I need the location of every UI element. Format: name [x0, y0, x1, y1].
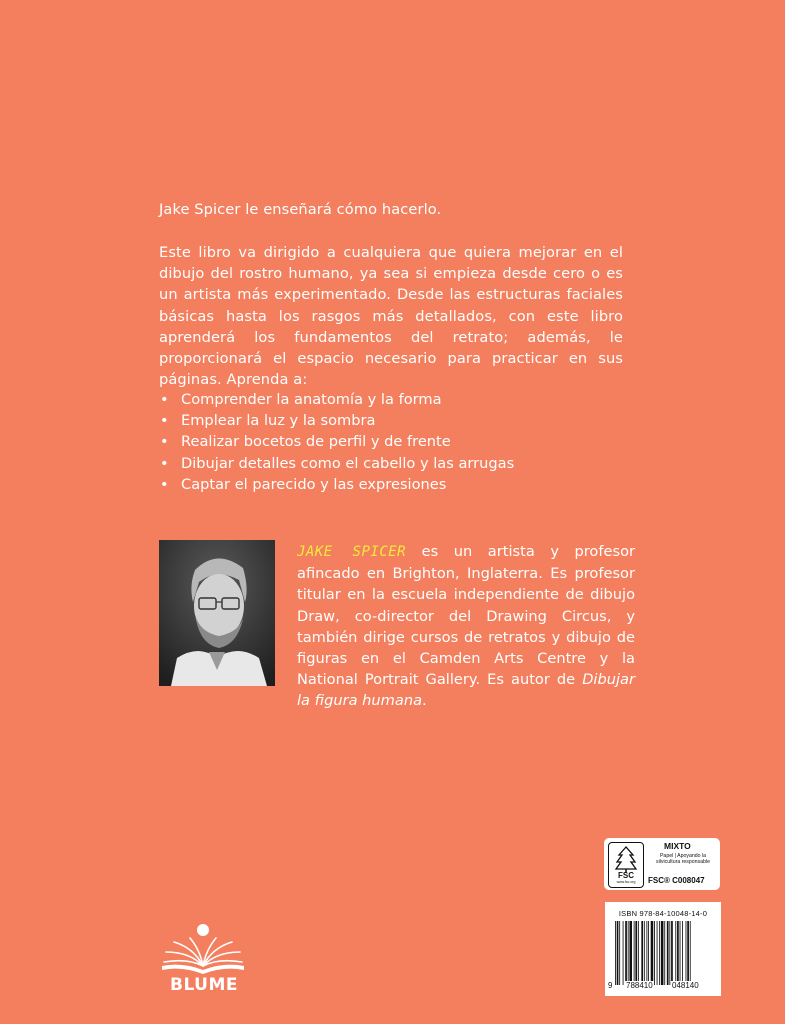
- list-item: • Comprender la anatomía y la forma: [159, 389, 629, 410]
- barcode-bar: [675, 921, 676, 985]
- barcode-bar: [659, 921, 660, 985]
- barcode-bar: [628, 921, 629, 985]
- barcode-bar: [661, 921, 664, 985]
- barcode-bars: [615, 921, 719, 985]
- barcode-bar: [634, 921, 635, 985]
- barcode-bar: [669, 921, 670, 985]
- barcode-bar: [641, 921, 643, 985]
- list-item: • Captar el parecido y las expresiones: [159, 474, 629, 495]
- barcode-bar: [646, 921, 647, 985]
- bullet-icon: •: [160, 433, 169, 451]
- barcode-bar: [671, 921, 673, 985]
- barcode-bar: [615, 921, 616, 985]
- list-item: • Emplear la luz y la sombra: [159, 410, 629, 431]
- isbn-barcode: [605, 902, 721, 996]
- barcode-left: 788410: [626, 981, 653, 990]
- barcode-first: 9: [608, 981, 613, 990]
- fsc-site: www.fsc.org: [616, 880, 636, 884]
- barcode-bar: [638, 921, 639, 985]
- author-name: JAKE SPICER: [297, 544, 407, 560]
- barcode-bar: [687, 921, 689, 985]
- barcode-bar: [680, 921, 681, 985]
- barcode-bar: [635, 921, 637, 985]
- fsc-mixto: MIXTO: [664, 841, 691, 851]
- barcode-right: 048140: [672, 981, 699, 990]
- barcode-bar: [686, 921, 687, 985]
- barcode-bar: [648, 921, 649, 985]
- book-title: Dibujar la figura humana: [297, 671, 635, 710]
- bullet-icon: •: [160, 391, 169, 408]
- barcode-bar: [651, 921, 654, 985]
- bullet-icon: •: [160, 412, 169, 430]
- barcode-bar: [664, 921, 665, 985]
- isbn-text: ISBN 978-84-10048-14-0: [618, 909, 708, 918]
- barcode-bar: [617, 921, 619, 985]
- skills-list: [159, 389, 629, 495]
- barcode-bar: [629, 921, 632, 985]
- fsc-code: FSC® C008047: [648, 876, 705, 885]
- barcode-bar: [654, 921, 655, 985]
- intro-text: Jake Spicer le enseñará cómo hacerlo.: [159, 201, 442, 218]
- barcode-bar: [677, 921, 679, 985]
- list-item: • Dibujar detalles como el cabello y las arrugas: [159, 453, 629, 474]
- barcode-bar: [690, 921, 691, 985]
- author-bio: JAKE SPICER es un artista y profesor afincado en Brighton, Inglaterra. Es profesor titular en la escuela independiente de dibujo Draw, co-director del Drawing Circus, y también dirige cursos de retratos y dibujo de figuras en el Camden Arts Centre y la National Portrait Gallery. Es autor de Dibujar la figura humana.: [297, 543, 636, 710]
- barcode-bar: [682, 921, 683, 985]
- fsc-subtitle: Papel | Apoyando la silvicultura responsable: [656, 853, 710, 865]
- fsc-label: [604, 838, 720, 890]
- fsc-tree-icon: [608, 842, 644, 888]
- list-item: • Realizar bocetos de perfil y de frente: [159, 431, 629, 452]
- bio-text: es un artista y profesor afincado en Brighton, Inglaterra. Es profesor titular en la escuela independiente de dibujo Draw, co-director del Drawing Circus, y también dirige cursos de retratos y dibujo de figuras en el Camden Arts Centre y la National Portrait Gallery. Es autor de: [297, 543, 636, 689]
- barcode-bar: [644, 921, 645, 985]
- fsc-logo-text: FSC: [618, 871, 634, 880]
- author-photo: [159, 540, 275, 686]
- barcode-bar: [667, 921, 669, 985]
- description-text: Este libro va dirigido a cualquiera que quiera mejorar en el dibujo del rostro humano, ya sea si empieza desde cero o es un artista más experimentado. Desde las estructuras faciales básicas hasta los rasgos más detallados, con este libro aprenderá los fundamentos del retrato; además, le proporcionará el espacio necesario para practicar en sus páginas. Aprenda a:: [159, 244, 623, 389]
- bullet-icon: •: [160, 454, 169, 472]
- barcode-bar: [623, 921, 624, 985]
- barcode-bar: [657, 921, 658, 985]
- publisher-name: BLUME: [169, 975, 239, 995]
- barcode-bar: [619, 921, 620, 985]
- bullet-icon: •: [160, 475, 169, 493]
- barcode-bar: [625, 921, 627, 985]
